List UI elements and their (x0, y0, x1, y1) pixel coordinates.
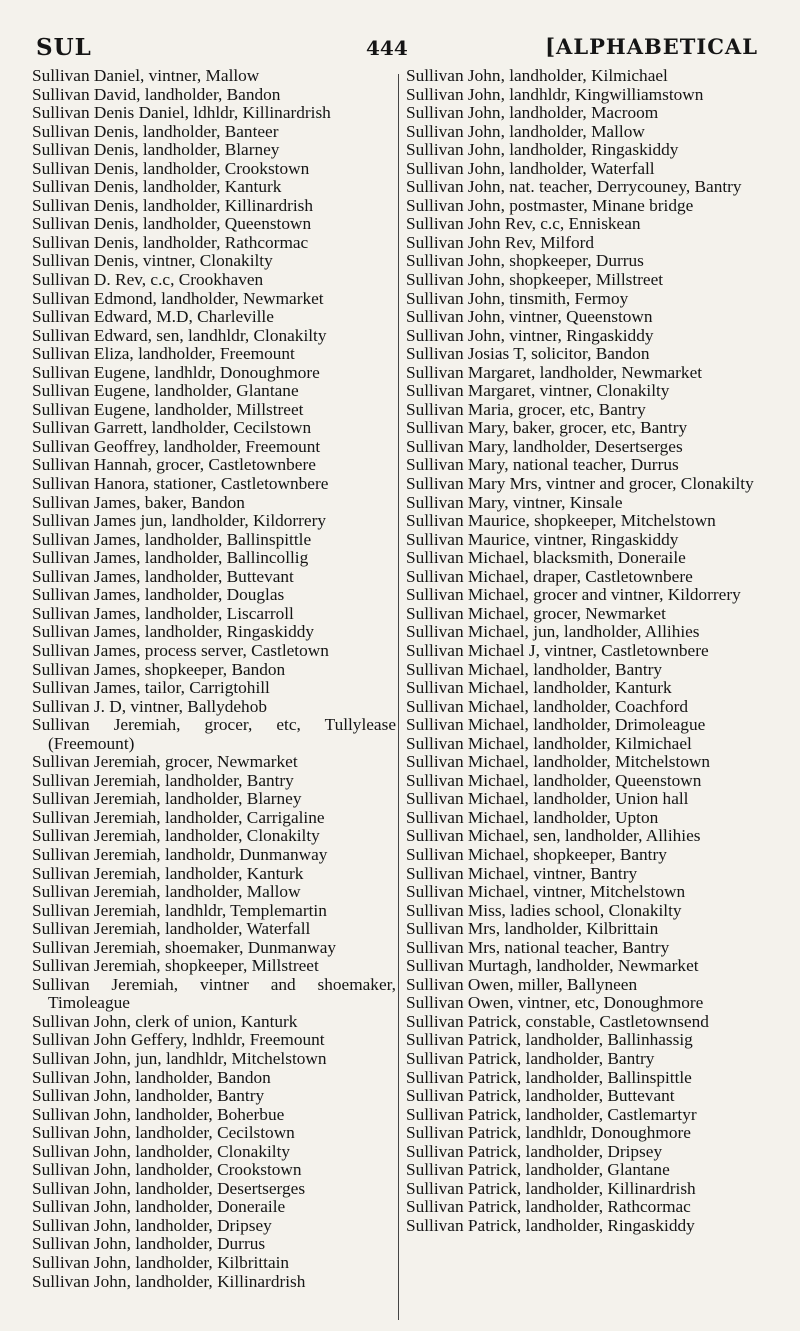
directory-entry: Sullivan Michael, landholder, Bantry (406, 659, 663, 679)
directory-entry: Sullivan Michael, draper, Castletownbere (406, 566, 693, 586)
directory-entry: Sullivan James jun, landholder, Kildorrery (32, 511, 326, 531)
directory-entry: Sullivan James, shopkeeper, Bandon (32, 659, 286, 679)
directory-entry: Sullivan Owen, vintner, etc, Donoughmore (406, 993, 704, 1013)
directory-entry: Sullivan Michael, vintner, Mitchelstown (406, 882, 686, 902)
directory-entry: Sullivan Miss, ladies school, Clonakilty (406, 900, 682, 920)
directory-entry: Sullivan John, landholder, Macroom (406, 103, 659, 123)
directory-entry: Sullivan Patrick, landhldr, Donoughmore (406, 1123, 691, 1143)
directory-entry: Sullivan D. Rev, c.c, Crookhaven (32, 270, 264, 290)
directory-entry: Sullivan John, landholder, Crookstown (32, 1160, 302, 1180)
running-head-right: [ALPHABETICAL (545, 34, 758, 59)
directory-entry: Sullivan Mrs, national teacher, Bantry (406, 937, 670, 957)
directory-entry: Sullivan Maurice, shopkeeper, Mitchelstown (406, 511, 716, 531)
directory-entry: Sullivan John Rev, c.c, Enniskean (406, 214, 641, 234)
directory-entry: Sullivan Mary, vintner, Kinsale (406, 492, 623, 512)
directory-entry: Sullivan John, landholder, Desertserges (32, 1178, 306, 1198)
directory-entry: Sullivan John, vintner, Queenstown (406, 307, 653, 327)
directory-entry: Sullivan Mary, national teacher, Durrus (406, 455, 679, 475)
directory-entry: Sullivan John, nat. teacher, Derrycouney, Bantry (406, 177, 742, 197)
directory-entry: Sullivan Jeremiah, landholder, Blarney (32, 789, 302, 809)
directory-entry: Sullivan Eugene, landhldr, Donoughmore (32, 362, 320, 382)
directory-entry: Sullivan Maria, grocer, etc, Bantry (406, 399, 646, 419)
directory-entry: Sullivan Edward, sen, landhldr, Clonakilty (32, 325, 327, 345)
directory-entry: Sullivan James, landholder, Buttevant (32, 566, 294, 586)
directory-entry: Sullivan John, tinsmith, Fermoy (406, 288, 629, 308)
directory-entry: Sullivan Eugene, landholder, Glantane (32, 381, 299, 401)
directory-entry: Sullivan Denis, vintner, Clonakilty (32, 251, 273, 271)
directory-entry: Sullivan Patrick, landholder, Ballinhassig (406, 1030, 693, 1050)
directory-entry: Sullivan Jeremiah, landholder, Carrigaline (32, 807, 325, 827)
directory-entry: Sullivan James, process server, Castletown (32, 640, 329, 660)
directory-entry: Sullivan Maurice, vintner, Ringaskiddy (406, 529, 679, 549)
directory-columns (0, 67, 800, 1327)
directory-entry: Sullivan Patrick, landholder, Rathcormac (406, 1197, 691, 1217)
directory-entry: Sullivan Owen, miller, Ballyneen (406, 974, 638, 994)
directory-entry: Sullivan Margaret, vintner, Clonakilty (406, 381, 670, 401)
directory-entry: Sullivan Jeremiah, landholder, Bantry (32, 770, 294, 790)
left-column (32, 67, 396, 1291)
directory-entry: Sullivan Mrs, landholder, Kilbrittain (406, 919, 659, 939)
directory-entry: Sullivan John, landholder, Clonakilty (32, 1141, 291, 1161)
directory-entry: Sullivan John Geffery, lndhldr, Freemount (32, 1030, 325, 1050)
directory-entry: Sullivan Josias T, solicitor, Bandon (406, 344, 650, 364)
directory-entry: Sullivan Edward, M.D, Charleville (32, 307, 274, 327)
directory-entry: Sullivan John, landholder, Kilbrittain (32, 1253, 290, 1272)
directory-entry: Sullivan Denis, landholder, Queenstown (32, 214, 312, 234)
running-head-left: SUL (36, 34, 92, 61)
directory-entry: Sullivan John, landholder, Durrus (32, 1234, 266, 1254)
directory-entry: Sullivan Patrick, landholder, Bantry (406, 1048, 655, 1068)
directory-entry: Sullivan Jeremiah, landholder, Kanturk (32, 863, 304, 883)
directory-entry: Sullivan Hannah, grocer, Castletownbere (32, 455, 316, 475)
directory-entry: Sullivan John, landholder, Doneraile (32, 1197, 286, 1217)
directory-entry: Sullivan John, landholder, Dripsey (32, 1215, 272, 1235)
directory-entry: Sullivan John Rev, Milford (406, 232, 595, 252)
directory-entry: Sullivan Mary, landholder, Desertserges (406, 436, 683, 456)
directory-entry: Sullivan Jeremiah, vintner and shoemaker, Timoleague (32, 974, 396, 1013)
directory-entry: Sullivan Michael, landholder, Kanturk (406, 678, 672, 698)
directory-entry: Sullivan Patrick, landholder, Buttevant (406, 1086, 675, 1106)
directory-entry: Sullivan Jeremiah, landholder, Mallow (32, 882, 301, 902)
directory-entry: Sullivan Garrett, landholder, Cecilstown (32, 418, 312, 438)
directory-entry: Sullivan Patrick, landholder, Dripsey (406, 1141, 663, 1161)
directory-entry: Sullivan Jeremiah, grocer, etc, Tullylease (Freemount) (32, 715, 396, 753)
directory-entry: Sullivan James, landholder, Douglas (32, 585, 285, 605)
directory-entry: Sullivan Jeremiah, shopkeeper, Millstreet (32, 956, 319, 976)
directory-entry: Sullivan John, postmaster, Minane bridge (406, 195, 694, 215)
directory-entry: Sullivan James, landholder, Ballinspittle (32, 529, 312, 549)
directory-entry: Sullivan Murtagh, landholder, Newmarket (406, 956, 699, 976)
directory-entry: Sullivan Michael, landholder, Mitchelstown (406, 752, 711, 772)
directory-entry: Sullivan Denis, landholder, Crookstown (32, 158, 310, 178)
directory-entry: Sullivan Michael, landholder, Kilmichael (406, 733, 692, 753)
directory-entry: Sullivan Mary Mrs, vintner and grocer, Clonakilty (406, 474, 754, 494)
directory-entry: Sullivan Denis, landholder, Killinardrish (32, 195, 314, 215)
directory-entry: Sullivan Geoffrey, landholder, Freemount (32, 436, 321, 456)
directory-entry: Sullivan Patrick, landholder, Glantane (406, 1160, 670, 1180)
directory-entry: Sullivan Patrick, landholder, Castlemartyr (406, 1104, 697, 1124)
directory-entry: Sullivan John, landholder, Boherbue (32, 1104, 285, 1124)
directory-entry: Sullivan John, clerk of union, Kanturk (32, 1011, 298, 1031)
page-number: 444 (366, 36, 408, 60)
directory-entry: Sullivan Michael, jun, landholder, Allihies (406, 622, 700, 642)
directory-entry: Sullivan Michael, vintner, Bantry (406, 863, 638, 883)
directory-entry: Sullivan Patrick, landholder, Ringaskiddy (406, 1215, 695, 1235)
directory-entry: Sullivan James, landholder, Ringaskiddy (32, 622, 315, 642)
directory-entry: Sullivan John, shopkeeper, Durrus (406, 251, 644, 271)
directory-entry: Sullivan John, landholder, Ringaskiddy (406, 140, 679, 160)
directory-entry: Sullivan John, landholder, Bandon (32, 1067, 271, 1087)
directory-entry: Sullivan James, landholder, Ballincollig (32, 548, 309, 568)
directory-entry: Sullivan Jeremiah, landhldr, Templemartin (32, 900, 327, 920)
directory-entry: Sullivan Denis, landholder, Rathcormac (32, 232, 309, 252)
directory-entry: Sullivan David, landholder, Bandon (32, 84, 281, 104)
directory-entry: Sullivan Michael J, vintner, Castletownbere (406, 640, 709, 660)
directory-entry: Sullivan Denis, landholder, Blarney (32, 140, 280, 160)
directory-entry: Sullivan Jeremiah, grocer, Newmarket (32, 752, 298, 772)
directory-entry: Sullivan Jeremiah, landholder, Waterfall (32, 919, 311, 939)
directory-entry: Sullivan Michael, grocer and vintner, Kildorrery (406, 585, 741, 605)
directory-entry: Sullivan John, landholder, Kilmichael (406, 67, 668, 85)
directory-entry: Sullivan Michael, landholder, Queenstown (406, 770, 702, 790)
directory-entry: Sullivan Michael, blacksmith, Doneraile (406, 548, 686, 568)
directory-entry: Sullivan Patrick, landholder, Killinardrish (406, 1178, 696, 1198)
directory-entry: Sullivan J. D, vintner, Ballydehob (32, 696, 267, 716)
directory-entry: Sullivan Patrick, constable, Castletownsend (406, 1011, 709, 1031)
directory-entry: Sullivan John, landholder, Mallow (406, 121, 645, 141)
directory-entry: Sullivan Margaret, landholder, Newmarket (406, 362, 703, 382)
directory-entry: Sullivan John, landhldr, Kingwilliamstown (406, 84, 704, 104)
directory-entry: Sullivan Jeremiah, shoemaker, Dunmanway (32, 937, 337, 957)
directory-entry: Sullivan Eliza, landholder, Freemount (32, 344, 295, 364)
directory-entry: Sullivan Michael, landholder, Upton (406, 807, 659, 827)
page-header (0, 0, 800, 64)
directory-entry: Sullivan Michael, sen, landholder, Allihies (406, 826, 701, 846)
directory-entry: Sullivan Michael, landholder, Coachford (406, 696, 688, 716)
directory-entry: Sullivan Michael, landholder, Drimoleague (406, 715, 706, 735)
directory-entry: Sullivan Michael, shopkeeper, Bantry (406, 844, 667, 864)
directory-entry: Sullivan Denis, landholder, Banteer (32, 121, 279, 141)
directory-entry: Sullivan Jeremiah, landholdr, Dunmanway (32, 844, 328, 864)
directory-entry: Sullivan James, landholder, Liscarroll (32, 603, 294, 623)
directory-entry: Sullivan Hanora, stationer, Castletownbere (32, 474, 329, 494)
directory-entry: Sullivan John, landholder, Bantry (32, 1086, 265, 1106)
directory-entry: Sullivan John, landholder, Killinardrish (32, 1271, 306, 1291)
directory-entry: Sullivan Michael, grocer, Newmarket (406, 603, 666, 623)
directory-entry: Sullivan Denis Daniel, ldhldr, Killinardrish (32, 103, 331, 123)
directory-entry: Sullivan James, baker, Bandon (32, 492, 245, 512)
directory-entry: Sullivan Patrick, landholder, Ballinspittle (406, 1067, 692, 1087)
directory-entry: Sullivan John, landholder, Cecilstown (32, 1123, 295, 1143)
directory-entry: Sullivan John, vintner, Ringaskiddy (406, 325, 654, 345)
directory-entry: Sullivan John, shopkeeper, Millstreet (406, 270, 664, 290)
right-column (406, 67, 766, 1235)
directory-entry: Sullivan Jeremiah, landholder, Clonakilty (32, 826, 320, 846)
directory-entry: Sullivan John, landholder, Waterfall (406, 158, 655, 178)
directory-entry: Sullivan James, tailor, Carrigtohill (32, 678, 270, 698)
directory-entry: Sullivan Edmond, landholder, Newmarket (32, 288, 324, 308)
directory-entry: Sullivan Mary, baker, grocer, etc, Bantry (406, 418, 688, 438)
directory-entry: Sullivan Michael, landholder, Union hall (406, 789, 689, 809)
directory-entry: Sullivan Denis, landholder, Kanturk (32, 177, 282, 197)
directory-entry: Sullivan John, jun, landhldr, Mitchelstown (32, 1048, 327, 1068)
directory-entry: Sullivan Eugene, landholder, Millstreet (32, 399, 304, 419)
directory-entry: Sullivan Daniel, vintner, Mallow (32, 67, 260, 85)
